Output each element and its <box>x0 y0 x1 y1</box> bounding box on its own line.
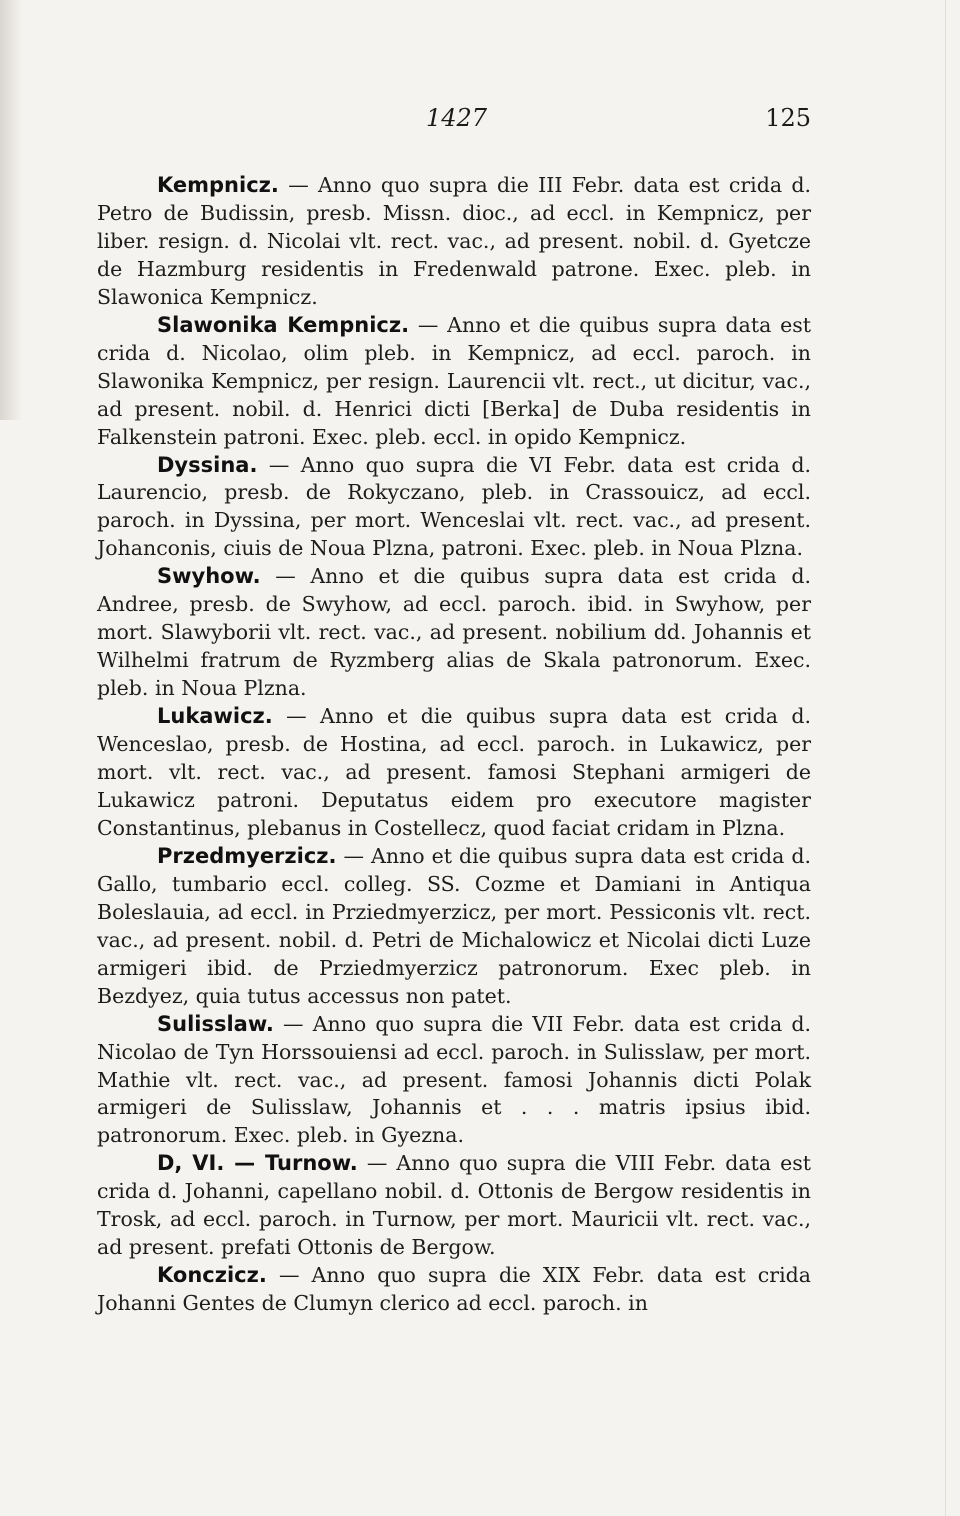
header-year: 1427 <box>426 104 488 132</box>
entry-swyhow <box>97 563 811 703</box>
register-text <box>97 172 811 1318</box>
entry-turnow <box>97 1150 811 1262</box>
entry-heading: Sulisslaw. <box>157 1011 274 1036</box>
entry-heading: Kempnicz. <box>157 173 279 197</box>
entry-lukawicz <box>97 703 811 843</box>
entry-text: — Anno et die quibus supra data est crida d. Wenceslao, presb. de Hostina, ad eccl. paroch. in Lukawicz, per mort. vlt. rect. vac., ad present. famosi Stephani armigeri de Lukawicz patroni. Deputatus eidem pro executore magister Constantinus, plebanus in Costellecz, quod faciat cridam in Plzna. <box>97 704 811 840</box>
entry-dyssina <box>97 452 811 564</box>
entry-konczicz <box>97 1262 811 1318</box>
entry-text: — Anno quo supra die XIX Febr. data est crida Johanni Gentes de Clumyn clerico ad eccl. paroch. in <box>97 1263 811 1316</box>
entry-text: — Anno et die quibus supra data est crida d. Andree, presb. de Swyhow, ad eccl. paroch. ibid. in Swyhow, per mort. Slawyborii vlt. rect. vac., ad present. nobilium dd. Johannis et Wilhelmi fratrum de Ryzmberg alias de Skala patronorum. Exec. pleb. in Noua Plzna. <box>97 564 811 701</box>
entry-text: — Anno quo supra die VI Febr. data est crida d. Laurencio, presb. de Rokyczano, pleb. in Crassouicz, ad eccl. paroch. in Dyssina, per mort. Wenceslai vlt. rect. vac., ad present. Johanconis, ciuis de Noua Plzna, patroni. Exec. pleb. in Noua Plzna. <box>97 452 811 561</box>
entry-text: — Anno quo supra die III Febr. data est crida d. Petro de Budissin, presb. Missn. dioc., ad eccl. in Kempnicz, per liber. resign. d. Nicolai vlt. rect. vac., ad present. nobil. d. Gyetcze de Hazmburg residentis in Fredenwald patrone. Exec. pleb. in Slawonica Kempnicz. <box>97 173 811 309</box>
entry-text: — Anno et die quibus supra data est crida d. Gallo, tumbario eccl. colleg. SS. Cozme et Damiani in Antiqua Boleslauia, ad eccl. in Prziedmyerzicz, per mort. Pessiconis vlt. rect. vac., ad present. nobil. d. Petri de Michalowicz et Nicolai dicti Luze armigeri ibid. de Prziedmyerzicz patronorum. Exec pleb. in Bezdyez, quia tutus accessus non patet. <box>97 843 811 1008</box>
entry-heading: Swyhow. <box>157 564 261 589</box>
entry-slawonika-kempnicz <box>97 312 811 452</box>
entry-heading: Slawonika Kempnicz. <box>157 312 410 337</box>
running-header <box>97 104 811 140</box>
entry-sulisslaw <box>97 1011 811 1151</box>
entry-text: — Anno et die quibus supra data est crida d. Nicolao, olim pleb. in Kempnicz, ad eccl. paroch. in Slawonika Kempnicz, per resign. Laurencii vlt. rect., ut dicitur, vac., ad present. nobil. d. Henrici dicti [Berka] de Duba residentis in Falkenstein patroni. Exec. pleb. eccl. in opido Kempnicz. <box>97 312 811 449</box>
entry-kempnicz <box>97 172 811 312</box>
page-edge-shadow <box>0 0 22 420</box>
entry-heading: Dyssina. <box>157 452 258 477</box>
entry-heading: D, VI. — Turnow. <box>157 1151 358 1176</box>
page-number: 125 <box>765 104 811 132</box>
entry-text: — Anno quo supra die VIII Febr. data est crida d. Johanni, capellano nobil. d. Ottonis de Bergow residentis in Trosk, ad eccl. paroch. in Turnow, per mort. Mauricii vlt. rect. vac., ad present. prefati Ottonis de Bergow. <box>97 1151 811 1260</box>
entry-text: — Anno quo supra die VII Febr. data est crida d. Nicolao de Tyn Horssouiensi ad eccl. paroch. in Sulisslaw, per mort. Mathie vlt. rect. vac., ad present. famosi Johannis dicti Polak armigeri de Sulisslaw, Johannis et . . . matris ipsius ibid. patronorum. Exec. pleb. in Gyezna. <box>97 1011 811 1148</box>
entry-heading: Lukawicz. <box>157 704 273 729</box>
entry-heading: Konczicz. <box>157 1263 267 1288</box>
entry-przedmyerzicz <box>97 843 811 1011</box>
entry-heading: Przedmyerzicz. <box>157 843 337 868</box>
page-edge-line <box>945 0 946 1516</box>
